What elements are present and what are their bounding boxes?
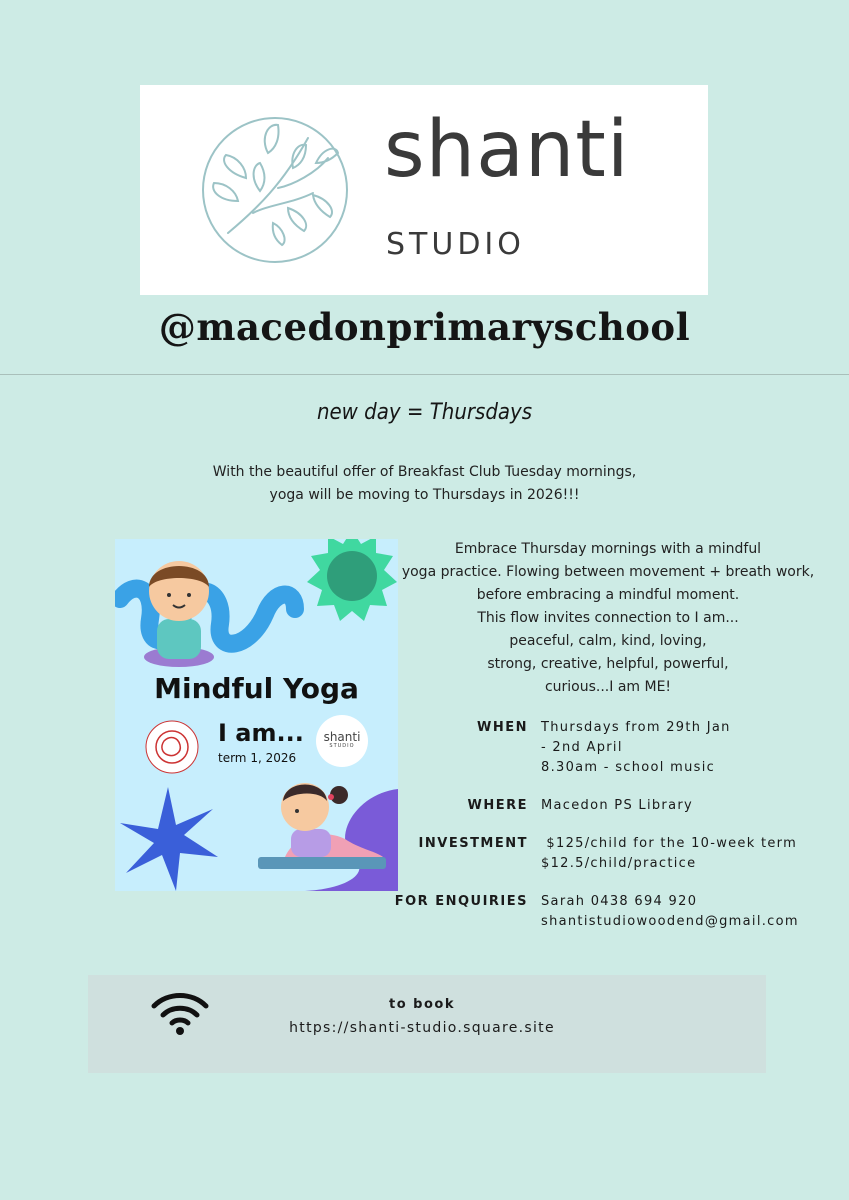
poster-image (115, 539, 398, 891)
when-value: Thursdays from 29th Jan (541, 720, 731, 735)
poster-shanti-badge (316, 715, 368, 767)
where-label: WHERE (467, 798, 528, 813)
description-line: before embracing a mindful moment. (476, 587, 740, 603)
description-line: yoga practice. Flowing between movement + breath work, (401, 564, 815, 580)
brand-subtitle: STUDIO (386, 227, 525, 262)
booking-url-link[interactable]: https://shanti-studio.square.site (289, 1020, 555, 1036)
leaf-branch-icon (198, 113, 353, 268)
description-line: peaceful, calm, kind, loving, (509, 633, 707, 649)
when-value: - 2nd April (541, 740, 623, 755)
social-handle: @macedonprimaryschool (158, 305, 691, 349)
booking-label: to book (389, 997, 455, 1012)
description-line: strong, creative, helpful, powerful, (487, 656, 729, 672)
booking-box (88, 975, 766, 1073)
poster-iam: I am... (218, 719, 304, 747)
poster-title: Mindful Yoga (154, 672, 359, 705)
enquiries-email[interactable]: shantistudiowoodend@gmail.com (541, 914, 799, 929)
where-value: Macedon PS Library (541, 798, 693, 813)
enquiries-label: FOR ENQUIRIES (394, 894, 528, 909)
investment-value: $12.5/child/practice (541, 856, 697, 871)
poster-term: term 1, 2026 (218, 751, 297, 765)
investment-value: $125/child for the 10-week term (541, 836, 798, 851)
when-label: WHEN (477, 720, 528, 735)
divider (0, 374, 849, 375)
poster-illustration (115, 539, 398, 891)
investment-label: INVESTMENT (418, 836, 528, 851)
description-line: Embrace Thursday mornings with a mindful (454, 541, 762, 557)
badge-brand: shanti (323, 730, 361, 744)
badge-sub: STUDIO (329, 743, 355, 749)
enquiries-phone: Sarah 0438 694 920 (541, 894, 698, 909)
description-line: curious...I am ME! (544, 679, 672, 695)
headline: new day = Thursdays (316, 400, 533, 425)
intro-line: yoga will be moving to Thursdays in 2026!!! (269, 487, 580, 503)
description-line: This flow invites connection to I am... (477, 610, 739, 626)
logo-banner (140, 85, 708, 295)
school-emblem-icon (146, 721, 198, 773)
when-value: 8.30am - school music (541, 760, 716, 775)
intro-line: With the beautiful offer of Breakfast Club Tuesday mornings, (212, 464, 637, 480)
brand-name: shanti (384, 105, 630, 195)
